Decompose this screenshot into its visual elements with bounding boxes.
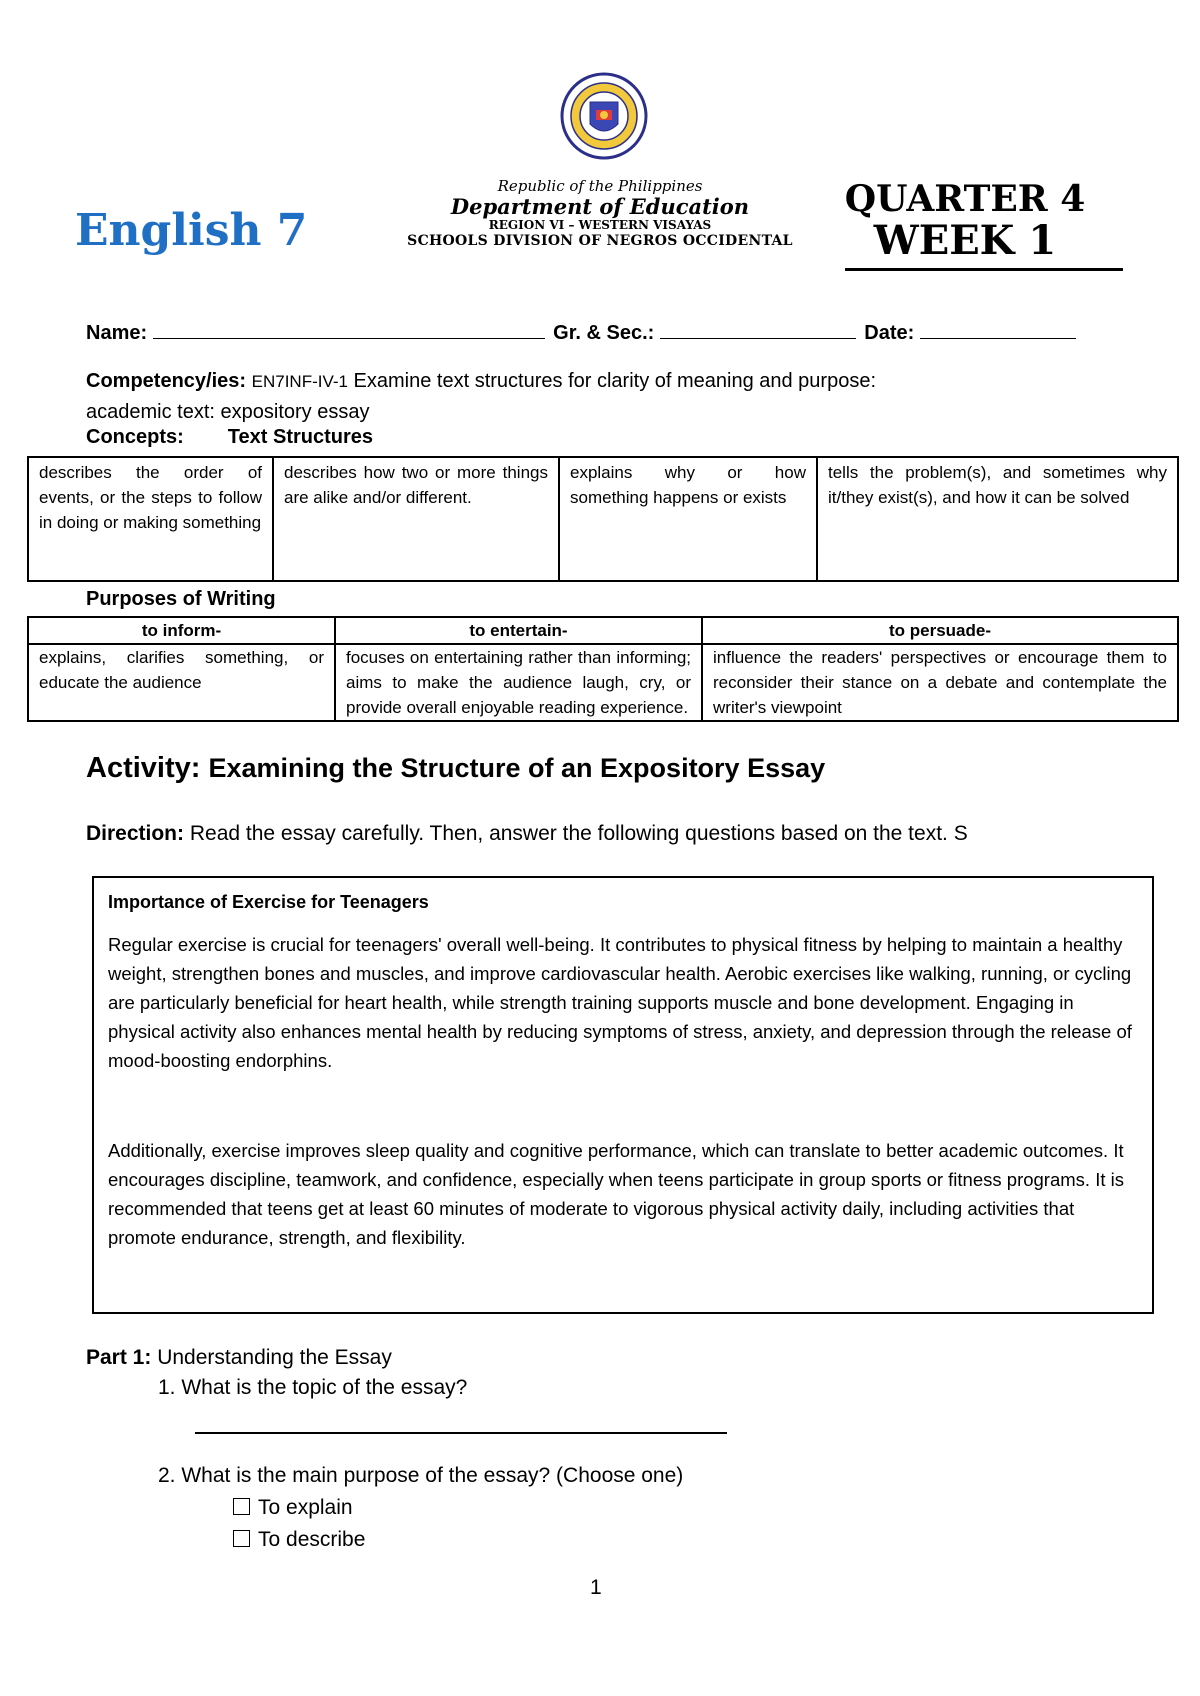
student-info-fields [86,318,1084,345]
purposes-title: Purposes of Writing [86,588,276,610]
name-label: Name: [86,322,148,344]
purpose-header-inform: to inform- [28,617,335,644]
part1-heading [86,1346,392,1370]
direction-text: Read the essay carefully. Then, answer the following questions based on the text. S [189,822,968,845]
quarter-label: QUARTER 4 [844,178,1086,220]
date-label: Date: [864,322,915,344]
purpose-header-entertain: to entertain- [335,617,702,644]
competency [86,366,1146,427]
week-label: WEEK 1 [873,216,1057,264]
checkbox-icon[interactable] [233,1530,250,1547]
competency-code: EN7INF-IV-1 [251,372,348,391]
republic-line: Republic of the Philippines [497,177,703,195]
concepts-label: Concepts: [86,426,184,448]
structure-cell-problem: tells the problem(s), and sometimes why it/they exist(s), and how it can be solved [817,457,1178,581]
activity-heading [86,752,825,785]
section-field[interactable] [660,318,856,339]
header-divider [845,268,1123,271]
question-2: 2. What is the main purpose of the essay? (Choose one) [158,1464,684,1487]
deped-header [380,178,820,249]
structure-cell-sequence: describes the order of events, or the steps to follow in doing or making something [28,457,273,581]
structure-cell-compare: describes how two or more things are alike and/or different. [273,457,559,581]
division-line: SCHOOLS DIVISION OF NEGROS OCCIDENTAL [407,233,793,250]
direction [86,822,968,846]
essay-title: Importance of Exercise for Teenagers [108,892,429,912]
name-field[interactable] [153,318,545,339]
question-1: 1. What is the topic of the essay? [158,1376,468,1399]
option-explain[interactable] [233,1496,353,1520]
direction-label: Direction: [86,822,185,845]
concepts [86,426,373,449]
competency-text: Examine text structures for clarity of meaning and purpose: [353,370,877,392]
option-describe[interactable] [233,1528,365,1552]
page-number: 1 [590,1576,602,1599]
purposes-table [27,616,1179,722]
structure-cell-cause: explains why or how something happens or exists [559,457,817,581]
table-row [28,644,1178,721]
essay-paragraph-2: Additionally, exercise improves sleep quality and cognitive performance, which can translate to better academic outcomes. It encourages discipline, teamwork, and confidence, especially when teens participate in group sports or fitness programs. It is recommended that teens get at least 60 minutes of moderate to vigorous physical activity daily, including activities that promote endurance, strength, and flexibility. [108,1140,1124,1248]
part1-title: Understanding the Essay [157,1346,392,1369]
answer-line-1[interactable] [195,1432,727,1434]
option-label: To explain [258,1496,353,1519]
checkbox-icon[interactable] [233,1498,250,1515]
section-label: Gr. & Sec.: [553,322,655,344]
essay-paragraph-1: Regular exercise is crucial for teenagers' overall well-being. It contributes to physical fitness by helping to maintain a healthy weight, strengthen bones and muscles, and improve cardiovascular health. Aerobic exercises like walking, running, or cycling are particularly beneficial for heart health, while strength training supports muscle and bone development. Engaging in physical activity also enhances mental health by reducing symptoms of stress, anxiety, and depression through the release of mood-boosting endorphins. [108,934,1132,1071]
department-line: Department of Education [450,194,750,220]
region-line: REGION VI – WESTERN VISAYAS [488,218,712,233]
purpose-desc-entertain: focuses on entertaining rather than informing; aims to make the audience laugh, cry, or provide overall enjoyable reading experience. [335,644,702,721]
text-structures-table [27,456,1179,582]
purpose-desc-inform: explains, clarifies something, or educate the audience [28,644,335,721]
option-label: To describe [258,1528,366,1551]
competency-label: Competency/ies: [86,370,247,392]
table-row [28,457,1178,581]
table-header-row [28,617,1178,644]
part1-label: Part 1: [86,1346,152,1369]
competency-text-2: academic text: expository essay [86,401,370,423]
activity-title: Examining the Structure of an Expository Essay [208,753,826,783]
essay-box [92,876,1154,1314]
deped-seal-logo [560,72,648,160]
purpose-header-persuade: to persuade- [702,617,1178,644]
concepts-value: Text Structures [227,426,374,448]
subject-title: English 7 [75,205,308,256]
activity-label: Activity: [86,752,201,784]
purpose-desc-persuade: influence the readers' perspectives or encourage them to reconsider their stance on a debate and contemplate the writer's viewpoint [702,644,1178,721]
quarter-week-block [840,180,1090,262]
date-field[interactable] [920,318,1076,339]
